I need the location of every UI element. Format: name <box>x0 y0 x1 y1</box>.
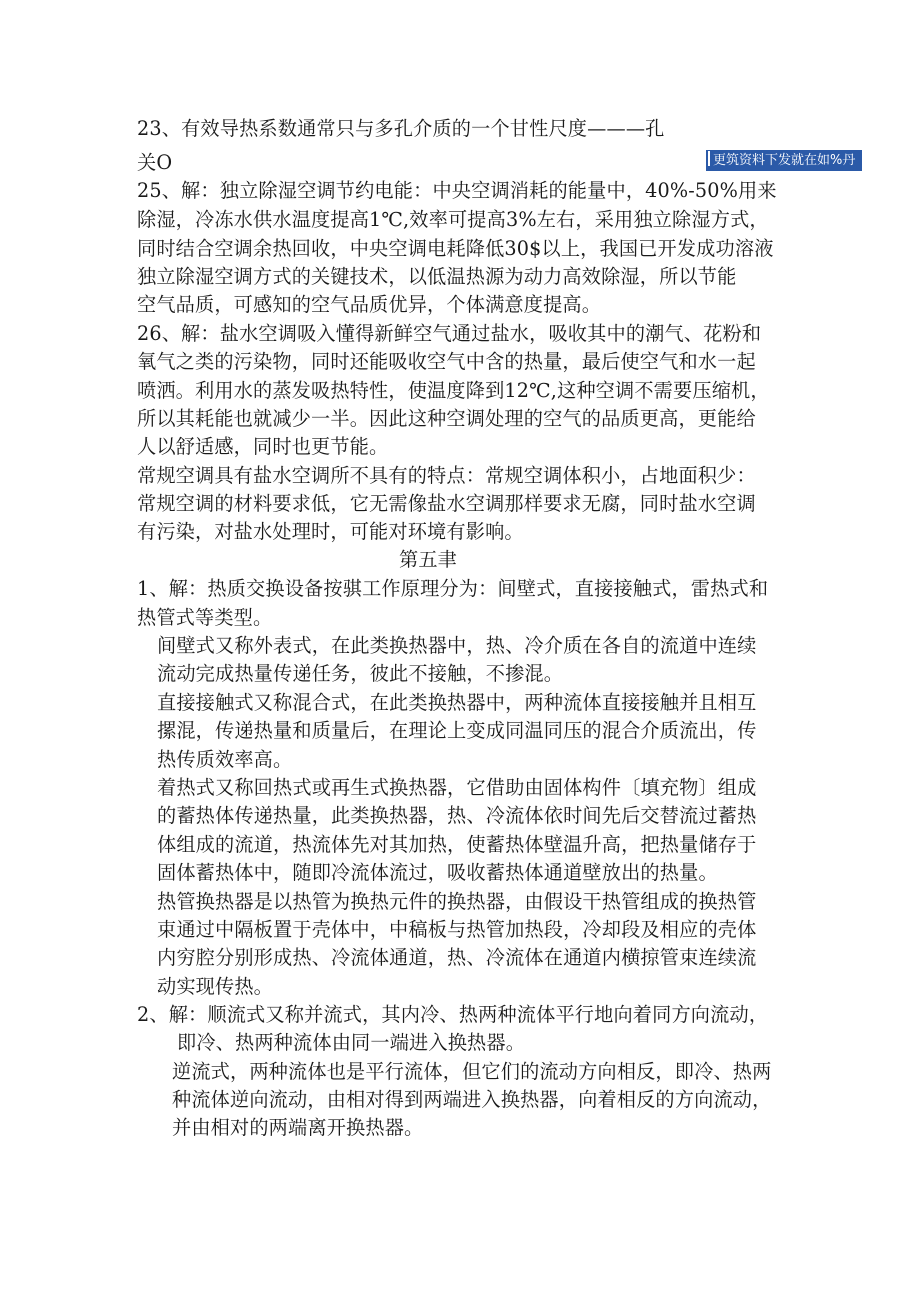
chapter-heading: 第五聿 <box>399 548 458 571</box>
text-line: 人以舒适感，同时也更节能。 <box>137 435 389 458</box>
text-line: 有污染，对盐水处理时，可能对环境有影响。 <box>137 520 524 543</box>
text-line: 并由相对的两端离开换热器。 <box>172 1116 424 1139</box>
text-line: 动实现传热。 <box>157 975 274 998</box>
text-line: 23、有效导热系数通常只与多孔介质的一个甘性尺度———孔 <box>137 117 665 140</box>
text-line: 喷洒。利用水的蒸发吸热特性，使温度降到12℃,这种空调不需要压缩机， <box>137 379 770 402</box>
text-line: 流动完成热量传递任务，彼此不接触，不掺混。 <box>157 662 564 685</box>
text-line: 26、解：盐水空调吸入懂得新鲜空气通过盐水，吸收其中的潮气、花粉和 <box>137 322 762 345</box>
text-line: 摞混，传递热量和质量后，在理论上变成同温同压的混合介质流出，传 <box>157 719 757 742</box>
badge-label: 更筑资料下发就在如%丹 <box>713 153 856 168</box>
text-line: 逆流式，两种流体也是平行流体，但它们的流动方向相反，即冷、热两 <box>172 1060 772 1083</box>
text-line: 1、解：热质交换设备按骐工作原理分为：间壁式，直接接触式，雷热式和 <box>137 577 769 600</box>
text-line: 固体蓄热体中，随即冷流体流过，吸收蓄热体通道壁放出的热量。 <box>157 861 718 884</box>
text-line: 直接接触式又称混合式，在此类换热器中，两种流体直接接触并且相互 <box>157 691 757 714</box>
text-line: 所以其耗能也就减少一半。因此这种空调处理的空气的品质更高，更能给 <box>137 407 756 430</box>
text-line: 除湿，冷冻水供水温度提高1℃,效率可提高3%左右，采用独立除湿方式， <box>137 208 769 231</box>
text-line: 常规空调具有盐水空调所不具有的特点：常规空调体积小，占地面积少： <box>137 464 756 487</box>
text-line: 空气品质，可感知的空气品质优异，个体满意度提高。 <box>137 293 602 316</box>
download-ad-badge[interactable] <box>706 150 862 171</box>
text-line: 的蓄热体传递热量，此类换热器，热、冷流体依时间先后交替流过蓄热 <box>157 804 757 827</box>
text-line: 25、解：独立除湿空调节约电能：中央空调消耗的能量中，40%-50%用来 <box>137 179 777 202</box>
text-line: 种流体逆向流动，由相对得到两端进入换热器，向着相反的方向流动， <box>172 1088 772 1111</box>
text-line: 着热式又称回热式或再生式换热器，它借助由固体构件〔填充物〕组成 <box>157 776 757 799</box>
text-line: 氧气之类的污染物，同时还能吸收空气中含的热量，最后使空气和水一起 <box>137 350 756 373</box>
text-line: 关O <box>137 151 173 174</box>
text-line: 即冷、热两种流体由同一端进入换热器。 <box>177 1031 526 1054</box>
text-line: 热传质效率高。 <box>157 748 293 771</box>
text-line: 束通过中隔板置于壳体中，中稿板与热管加热段，冷却段及相应的壳体 <box>157 918 757 941</box>
text-line: 独立除湿空调方式的关键技术，以低温热源为动力高效除湿，所以节能 <box>137 265 737 288</box>
text-line: 2、解：顺流式又称并流式，其内冷、热两种流体平行地向着同方向流动， <box>137 1003 769 1026</box>
badge-bar-icon <box>708 151 710 166</box>
text-line: 热管式等类型。 <box>137 606 273 629</box>
text-line: 间壁式又称外表式，在此类换热器中，热、冷介质在各自的流道中连续 <box>157 634 757 657</box>
text-line: 内穷腔分别形成热、冷流体通道，热、冷流体在通道内横掠管束连续流 <box>157 946 757 969</box>
text-line: 热管换热器是以热管为换热元件的换热器，由假设干热管组成的换热管 <box>157 890 757 913</box>
text-line: 同时结合空调余热回收，中央空调电耗降低30$以上，我国已开发成功溶液 <box>137 237 774 260</box>
text-line: 体组成的流道，热流体先对其加热，使蓄热体壁温升高，把热量储存于 <box>157 833 757 856</box>
text-line: 常规空调的材料要求低，它无需像盐水空调那样要求无腐，同时盐水空调 <box>137 492 756 515</box>
